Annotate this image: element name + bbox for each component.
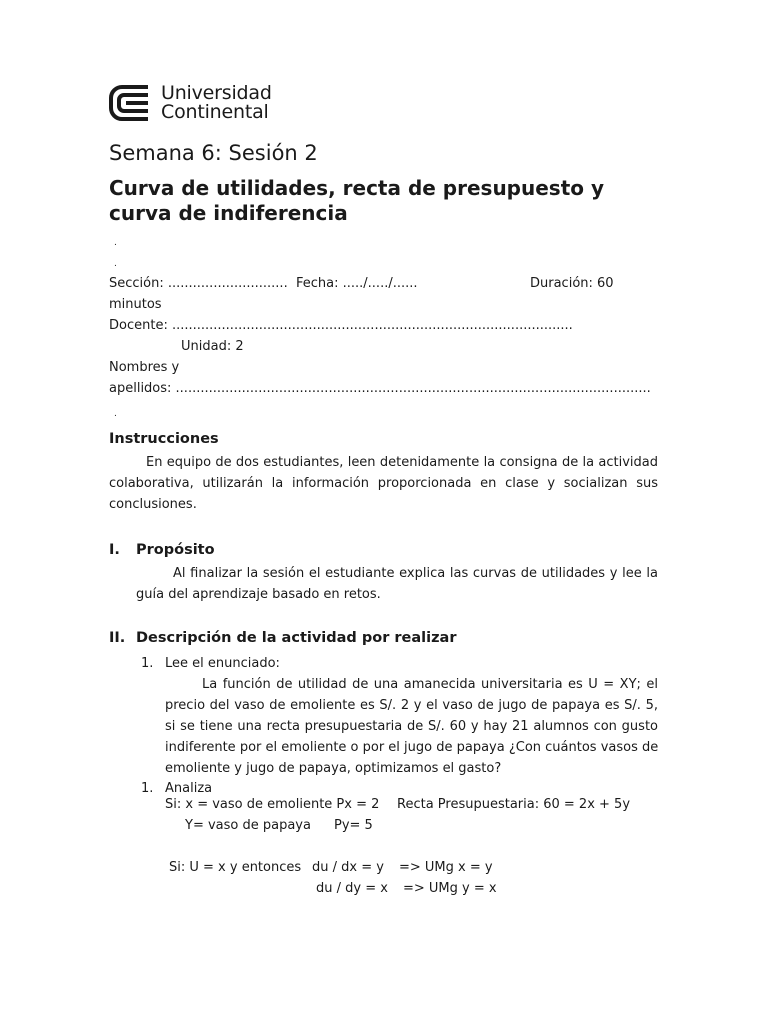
title-line-1: Curva de utilidades, recta de presupuesto y [109, 176, 604, 200]
proposito-heading: Propósito [136, 542, 215, 558]
docente-field: Docente: ................................................................................................. [109, 318, 573, 333]
proposito-paragraph [136, 563, 658, 605]
nombres-field: Nombres y [109, 360, 180, 375]
spacer-dot: . [114, 238, 117, 248]
definition-x: Si: x = vaso de emoliente Px = 2 [165, 797, 380, 812]
paragraph-line: si se tiene una recta presupuestaria de S/. 60 y hay 21 alumnos con gusto [165, 719, 658, 734]
derivative-dy: du / dy = x [316, 881, 388, 896]
spacer-dot: . [114, 409, 117, 419]
proposito-number: I. [109, 542, 120, 558]
price-y: Py= 5 [334, 818, 373, 833]
instrucciones-heading: Instrucciones [109, 431, 219, 447]
session-title: Semana 6: Sesión 2 [109, 141, 318, 165]
derivative-dx: du / dx = y [312, 860, 384, 875]
duracion-continued: minutos [109, 297, 162, 312]
utility-definition: Si: U = x y entonces [169, 860, 302, 875]
continental-logo-icon [108, 84, 156, 122]
paragraph-line: guía del aprendizaje basado en retos. [136, 587, 381, 602]
spacer-dot: . [114, 259, 117, 269]
list-item-label: Lee el enunciado: [165, 656, 280, 671]
list-number: 1. [141, 656, 154, 671]
enunciado-paragraph [165, 674, 658, 779]
paragraph-line: colaborativa, utilizarán la información proporcionada en clase y socializan sus [109, 476, 658, 491]
paragraph-line: En equipo de dos estudiantes, leen detenidamente la consigna de la actividad [146, 455, 658, 470]
budget-line-equation: Recta Presupuestaria: 60 = 2x + 5y [397, 797, 631, 812]
page-title [109, 176, 669, 226]
seccion-field: Sección: ............................. [109, 276, 288, 291]
instrucciones-paragraph [109, 452, 658, 515]
paragraph-line: Al finalizar la sesión el estudiante explica las curvas de utilidades y lee la [173, 566, 658, 581]
paragraph-line: conclusiones. [109, 497, 197, 512]
logo-wordmark [161, 84, 272, 122]
logo-line-2: Continental [161, 101, 269, 123]
paragraph-line: emoliente y jugo de papaya, optimizamos el gasto? [165, 761, 502, 776]
definition-y: Y= vaso de papaya [185, 818, 311, 833]
title-line-2: curva de indiferencia [109, 201, 348, 225]
logo-line-1: Universidad [161, 82, 272, 104]
paragraph-line: La función de utilidad de una amanecida universitaria es U = XY; el [202, 677, 658, 692]
list-number: 1. [141, 781, 154, 796]
marginal-utility-x: => UMg x = y [399, 860, 493, 875]
fecha-field: Fecha: ...../...../...... [296, 276, 418, 291]
paragraph-line: indiferente por el emoliente o por el jugo de papaya ¿Con cuántos vasos de [165, 740, 659, 755]
marginal-utility-y: => UMg y = x [403, 881, 497, 896]
list-item-label: Analiza [165, 781, 213, 796]
apellidos-field: apellidos: ................................................................................................................... [109, 381, 651, 396]
paragraph-line: precio del vaso de emoliente es S/. 2 y el vaso de jugo de papaya es S/. 5, [165, 698, 658, 713]
unidad-field: Unidad: 2 [181, 339, 244, 354]
duracion-field: Duración: 60 [530, 276, 614, 291]
descripcion-number: II. [109, 630, 126, 646]
descripcion-heading: Descripción de la actividad por realizar [136, 630, 457, 646]
